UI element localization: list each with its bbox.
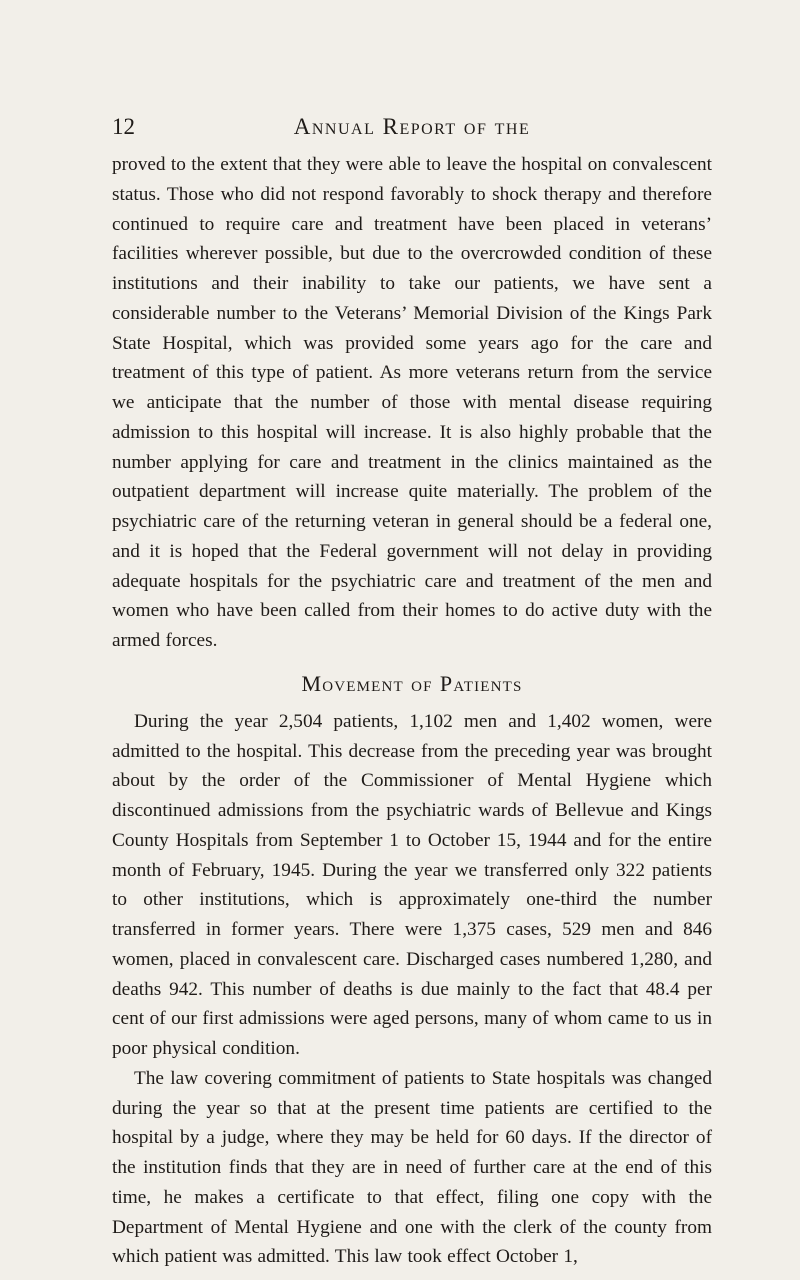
body-text — [112, 150, 712, 1272]
page-number: 12 — [112, 114, 135, 139]
running-title: Annual Report of the — [293, 114, 531, 139]
continued-paragraph: proved to the extent that they were able to leave the hospital on convalescent status. Those who did not respond favorably to shock therapy and therefore continued to require care and treatment have been placed in veterans’ facilities wherever possible, but due to the overcrowded condition of these institutions and their inability to take our patients, we have sent a considerable number to the Veterans’ Memorial Division of the Kings Park State Hospital, which was provided some years ago for the care and treatment of this type of patient. As more veterans return from the service we anticipate that the number of those with mental disease requiring admission to this hospital will increase. It is also highly probable that the number applying for care and treatment in the clinics maintained as the outpatient department will increase quite materially. The problem of the psychiatric care of the returning veteran in general should be a federal one, and it is hoped that the Federal government will not delay in providing adequate hospitals for the psychiatric care and treatment of the men and women who have been called from their homes to do active duty with the armed forces. — [112, 154, 712, 651]
section-heading: Movement of Patients — [301, 670, 523, 696]
commitment-law-paragraph: The law covering commitment of patients to State hospitals was changed during the year so that at the present time patients are certified to the hospital by a judge, where they may be held for 60 days. If the director of the institution finds that they are in need of further care at the end of this time, he makes a certificate to that effect, filing one copy with the Department of Mental Hygiene and one with the clerk of the county from which patient was admitted. This law took effect October 1, — [112, 1067, 712, 1268]
running-header — [112, 114, 712, 144]
movement-paragraph: During the year 2,504 patients, 1,102 men and 1,402 women, were admitted to the hospital. This decrease from the preceding year was brought about by the order of the Commissioner of Mental Hygiene which discontinued admissions from the psychiatric wards of Bellevue and Kings County Hospitals from September 1 to October 15, 1944 and for the entire month of February, 1945. During the year we transferred only 322 patients to other institutions, which is approximately one-third the number transferred in former years. There were 1,375 cases, 529 men and 846 women, placed in convalescent care. Discharged cases numbered 1,280, and deaths 942. This number of deaths is due mainly to the fact that 48.4 per cent of our first admissions were aged persons, many of whom came to us in poor physical condition. — [112, 710, 712, 1059]
